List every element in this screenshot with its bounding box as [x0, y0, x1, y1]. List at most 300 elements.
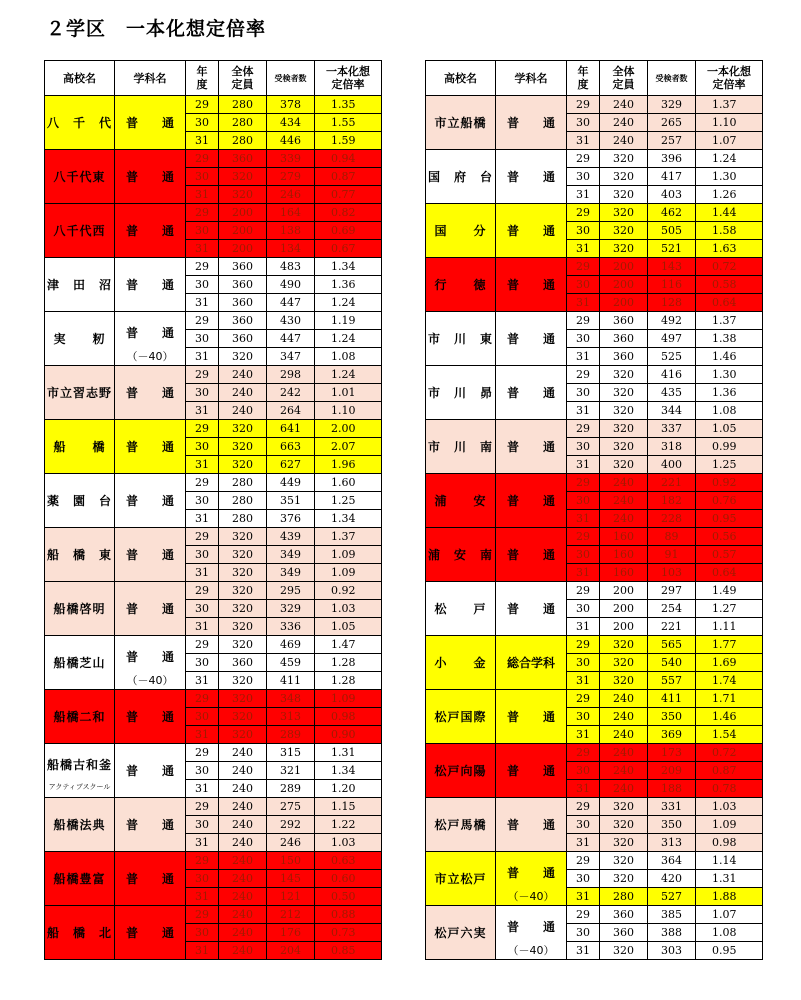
capacity-cell: 280: [219, 492, 267, 510]
capacity-cell: 360: [219, 276, 267, 294]
capacity-cell: 320: [219, 546, 267, 564]
table-row: [426, 474, 763, 492]
examinees-cell: 289: [267, 780, 315, 798]
examinees-cell: 416: [648, 366, 696, 384]
course-name: [496, 204, 567, 258]
rate-cell: 1.26: [696, 186, 763, 204]
header-capacity: 全体定員: [219, 61, 267, 96]
course-label: 普 通: [506, 493, 555, 508]
course-name: [496, 366, 567, 420]
rate-cell: 1.20: [315, 780, 382, 798]
table-row: [426, 312, 763, 330]
course-label: 総合学科: [506, 655, 555, 670]
year-cell: 31: [186, 618, 219, 636]
course-label: 普 通: [506, 331, 555, 346]
year-cell: 30: [186, 438, 219, 456]
school-name-label: 八 千 代: [46, 115, 112, 130]
year-cell: 30: [567, 708, 600, 726]
course-label: 普 通: [125, 817, 174, 832]
rate-cell: 0.85: [315, 942, 382, 960]
year-cell: 30: [567, 168, 600, 186]
course-name: [496, 906, 567, 960]
capacity-cell: 240: [219, 924, 267, 942]
course-label: 普 通: [125, 115, 174, 130]
year-cell: 29: [186, 582, 219, 600]
school-name-label: 船 橋 東: [46, 547, 112, 562]
capacity-cell: 320: [600, 942, 648, 960]
capacity-cell: 240: [219, 852, 267, 870]
course-name: [115, 690, 186, 744]
examinees-cell: 246: [267, 834, 315, 852]
year-cell: 30: [567, 222, 600, 240]
examinees-cell: 469: [267, 636, 315, 654]
header-school: 高校名: [426, 61, 496, 96]
year-cell: 31: [186, 294, 219, 312]
examinees-cell: 347: [267, 348, 315, 366]
rate-cell: 1.46: [696, 708, 763, 726]
capacity-cell: 360: [600, 924, 648, 942]
year-cell: 31: [567, 942, 600, 960]
school-name: [45, 528, 115, 582]
examinees-cell: 447: [267, 330, 315, 348]
rate-cell: 1.24: [315, 366, 382, 384]
rate-cell: 0.57: [696, 546, 763, 564]
examinees-cell: 164: [267, 204, 315, 222]
capacity-cell: 320: [600, 366, 648, 384]
rate-cell: 1.71: [696, 690, 763, 708]
rate-cell: 1.96: [315, 456, 382, 474]
course-name: [115, 798, 186, 852]
capacity-cell: 240: [219, 744, 267, 762]
left-table-header: [45, 61, 382, 96]
school-name-label: 船橋芝山: [53, 655, 106, 670]
capacity-cell: 360: [219, 258, 267, 276]
rate-cell: 1.38: [696, 330, 763, 348]
examinees-cell: 289: [267, 726, 315, 744]
examinees-cell: 331: [648, 798, 696, 816]
school-name-label: 船橋二和: [53, 709, 106, 724]
year-cell: 30: [186, 762, 219, 780]
course-name: [115, 906, 186, 960]
rate-cell: 1.15: [315, 798, 382, 816]
year-cell: 30: [186, 546, 219, 564]
year-cell: 31: [567, 834, 600, 852]
course-name: [496, 798, 567, 852]
course-name: [115, 312, 186, 366]
examinees-cell: 351: [267, 492, 315, 510]
school-name: [426, 798, 496, 852]
year-cell: 31: [186, 942, 219, 960]
examinees-cell: 449: [267, 474, 315, 492]
rate-cell: 0.56: [696, 528, 763, 546]
examinees-cell: 565: [648, 636, 696, 654]
examinees-cell: 459: [267, 654, 315, 672]
rate-cell: 1.28: [315, 672, 382, 690]
capacity-cell: 200: [219, 240, 267, 258]
course-name: [115, 528, 186, 582]
year-cell: 31: [567, 726, 600, 744]
course-name: [496, 312, 567, 366]
capacity-cell: 240: [600, 726, 648, 744]
table-row: [45, 690, 382, 708]
rate-cell: 1.03: [696, 798, 763, 816]
course-label: 普 通: [125, 871, 174, 886]
table-row: [426, 150, 763, 168]
capacity-cell: 200: [600, 582, 648, 600]
rate-cell: 0.60: [315, 870, 382, 888]
school-name: [426, 582, 496, 636]
capacity-cell: 320: [219, 582, 267, 600]
capacity-cell: 200: [600, 276, 648, 294]
page-title: ２学区 一本化想定倍率: [46, 18, 267, 40]
examinees-cell: 329: [267, 600, 315, 618]
header-rate: 一本化想定倍率: [696, 61, 763, 96]
year-cell: 31: [186, 510, 219, 528]
rate-cell: 0.98: [315, 708, 382, 726]
school-name: [45, 204, 115, 258]
year-cell: 29: [186, 528, 219, 546]
course-label: 普 通: [125, 169, 174, 184]
capacity-cell: 200: [600, 258, 648, 276]
capacity-cell: 320: [219, 168, 267, 186]
left-rate-table: [44, 60, 382, 960]
year-cell: 29: [567, 744, 600, 762]
course-label: 普 通: [506, 817, 555, 832]
course-label: 普 通: [125, 493, 174, 508]
capacity-cell: 320: [600, 654, 648, 672]
course-name: [115, 420, 186, 474]
header-examinees: 受検者数: [648, 61, 696, 96]
capacity-cell: 320: [600, 402, 648, 420]
header-year: 年度: [186, 61, 219, 96]
examinees-cell: 349: [267, 546, 315, 564]
year-cell: 31: [567, 780, 600, 798]
capacity-cell: 240: [219, 870, 267, 888]
rate-cell: 1.77: [696, 636, 763, 654]
course-name: [115, 96, 186, 150]
header-school: 高校名: [45, 61, 115, 96]
school-name: [426, 96, 496, 150]
school-name-label: 市立習志野: [46, 385, 112, 400]
header-examinees: 受検者数: [267, 61, 315, 96]
year-cell: 31: [567, 132, 600, 150]
table-row: [426, 744, 763, 762]
capacity-cell: 160: [600, 546, 648, 564]
year-cell: 30: [186, 654, 219, 672]
school-name-label: 市立松戸: [434, 871, 487, 886]
examinees-cell: 430: [267, 312, 315, 330]
capacity-cell: 280: [600, 888, 648, 906]
examinees-cell: 364: [648, 852, 696, 870]
year-cell: 30: [567, 546, 600, 564]
course-name: [115, 744, 186, 798]
examinees-cell: 318: [648, 438, 696, 456]
capacity-cell: 360: [600, 906, 648, 924]
capacity-cell: 240: [600, 492, 648, 510]
capacity-cell: 240: [219, 402, 267, 420]
year-cell: 30: [186, 924, 219, 942]
year-cell: 31: [186, 132, 219, 150]
rate-cell: 1.08: [696, 924, 763, 942]
examinees-cell: 91: [648, 546, 696, 564]
examinees-cell: 209: [648, 762, 696, 780]
examinees-cell: 348: [267, 690, 315, 708]
examinees-cell: 221: [648, 474, 696, 492]
rate-cell: 1.14: [696, 852, 763, 870]
rate-cell: 0.92: [315, 582, 382, 600]
examinees-cell: 182: [648, 492, 696, 510]
examinees-cell: 376: [267, 510, 315, 528]
rate-cell: 1.74: [696, 672, 763, 690]
capacity-cell: 320: [600, 816, 648, 834]
capacity-cell: 280: [219, 132, 267, 150]
course-name: [115, 150, 186, 204]
year-cell: 30: [567, 924, 600, 942]
rate-cell: 1.49: [696, 582, 763, 600]
capacity-cell: 240: [219, 780, 267, 798]
examinees-cell: 228: [648, 510, 696, 528]
course-name: [115, 582, 186, 636]
school-name-label: 小 金: [434, 655, 487, 670]
year-cell: 29: [186, 96, 219, 114]
year-cell: 30: [567, 870, 600, 888]
school-name: [45, 96, 115, 150]
table-row: [45, 582, 382, 600]
year-cell: 30: [567, 438, 600, 456]
year-cell: 31: [186, 186, 219, 204]
examinees-cell: 420: [648, 870, 696, 888]
year-cell: 29: [567, 798, 600, 816]
rate-cell: 1.30: [696, 366, 763, 384]
header-year: 年度: [567, 61, 600, 96]
rate-cell: 1.44: [696, 204, 763, 222]
school-name-label: 松 戸: [434, 601, 487, 616]
capacity-cell: 200: [219, 222, 267, 240]
examinees-cell: 313: [267, 708, 315, 726]
year-cell: 30: [186, 114, 219, 132]
capacity-cell: 320: [219, 618, 267, 636]
table-row: [45, 528, 382, 546]
course-name: [496, 150, 567, 204]
right-table-body: [426, 96, 763, 960]
rate-cell: 1.08: [315, 348, 382, 366]
rate-cell: 1.03: [315, 834, 382, 852]
capacity-cell: 320: [600, 636, 648, 654]
capacity-cell: 360: [600, 312, 648, 330]
rate-cell: 0.82: [315, 204, 382, 222]
capacity-cell: 320: [219, 726, 267, 744]
table-row: [45, 150, 382, 168]
capacity-cell: 320: [600, 384, 648, 402]
course-name: [496, 474, 567, 528]
year-cell: 31: [567, 294, 600, 312]
year-cell: 29: [186, 204, 219, 222]
year-cell: 30: [186, 222, 219, 240]
capacity-cell: 240: [600, 690, 648, 708]
examinees-cell: 388: [648, 924, 696, 942]
school-name: [426, 150, 496, 204]
year-cell: 29: [567, 636, 600, 654]
year-cell: 31: [186, 348, 219, 366]
header-course: 学科名: [115, 61, 186, 96]
year-cell: 31: [567, 672, 600, 690]
year-cell: 30: [567, 762, 600, 780]
examinees-cell: 540: [648, 654, 696, 672]
school-name-label: 実 籾: [53, 331, 106, 346]
examinees-cell: 627: [267, 456, 315, 474]
school-name-label: 船橋豊富: [53, 871, 106, 886]
examinees-cell: 521: [648, 240, 696, 258]
table-row: [426, 366, 763, 384]
year-cell: 29: [186, 906, 219, 924]
year-cell: 30: [567, 600, 600, 618]
course-label: 普 通: [506, 709, 555, 724]
course-label: 普 通: [125, 649, 174, 664]
examinees-cell: 315: [267, 744, 315, 762]
capacity-cell: 280: [219, 474, 267, 492]
year-cell: 29: [186, 852, 219, 870]
capacity-cell: 240: [219, 888, 267, 906]
year-cell: 31: [567, 402, 600, 420]
school-name: [426, 528, 496, 582]
table-row: [426, 582, 763, 600]
examinees-cell: 188: [648, 780, 696, 798]
capacity-cell: 280: [219, 114, 267, 132]
rate-cell: 1.25: [315, 492, 382, 510]
examinees-cell: 505: [648, 222, 696, 240]
capacity-cell: 320: [600, 240, 648, 258]
year-cell: 31: [186, 672, 219, 690]
examinees-cell: 313: [648, 834, 696, 852]
examinees-cell: 121: [267, 888, 315, 906]
course-label: 普 通: [125, 223, 174, 238]
year-cell: 31: [186, 564, 219, 582]
year-cell: 31: [567, 618, 600, 636]
year-cell: 30: [567, 492, 600, 510]
examinees-cell: 641: [267, 420, 315, 438]
school-name-label: 市 川 東: [427, 331, 493, 346]
rate-cell: 0.58: [696, 276, 763, 294]
year-cell: 29: [567, 528, 600, 546]
rate-cell: 0.76: [696, 492, 763, 510]
capacity-cell: 320: [219, 528, 267, 546]
course-label: 普 通: [125, 277, 174, 292]
rate-cell: 1.27: [696, 600, 763, 618]
capacity-cell: 320: [219, 438, 267, 456]
rate-cell: 1.22: [315, 816, 382, 834]
rate-cell: 0.77: [315, 186, 382, 204]
course-name: [496, 582, 567, 636]
school-name-label: 松戸国際: [434, 709, 487, 724]
year-cell: 29: [186, 312, 219, 330]
capacity-cell: 240: [219, 384, 267, 402]
school-name-label: 国 府 台: [427, 169, 493, 184]
examinees-cell: 483: [267, 258, 315, 276]
school-name-label: 八千代東: [53, 169, 106, 184]
examinees-cell: 525: [648, 348, 696, 366]
school-name: [426, 420, 496, 474]
table-row: [45, 852, 382, 870]
year-cell: 29: [186, 690, 219, 708]
school-name: [45, 906, 115, 960]
course-label: 普 通: [506, 865, 555, 880]
rate-cell: 1.05: [315, 618, 382, 636]
year-cell: 29: [186, 258, 219, 276]
rate-cell: 1.63: [696, 240, 763, 258]
capacity-cell: 200: [600, 294, 648, 312]
capacity-cell: 320: [219, 186, 267, 204]
capacity-cell: 240: [600, 510, 648, 528]
school-name-label: 松戸向陽: [434, 763, 487, 778]
examinees-cell: 329: [648, 96, 696, 114]
examinees-cell: 150: [267, 852, 315, 870]
year-cell: 30: [186, 708, 219, 726]
year-cell: 29: [567, 582, 600, 600]
table-row: [426, 852, 763, 870]
course-label: 普 通: [506, 919, 555, 934]
table-row: [45, 474, 382, 492]
capacity-cell: 320: [600, 834, 648, 852]
examinees-cell: 339: [267, 150, 315, 168]
rate-cell: 1.46: [696, 348, 763, 366]
rate-cell: 2.00: [315, 420, 382, 438]
year-cell: 31: [186, 726, 219, 744]
year-cell: 30: [186, 870, 219, 888]
examinees-cell: 242: [267, 384, 315, 402]
rate-cell: 1.37: [696, 96, 763, 114]
rate-cell: 1.30: [696, 168, 763, 186]
capacity-cell: 240: [600, 96, 648, 114]
examinees-cell: 492: [648, 312, 696, 330]
school-name-label: 松戸馬橋: [434, 817, 487, 832]
rate-cell: 1.34: [315, 762, 382, 780]
table-row: [426, 420, 763, 438]
school-name-label: 薬 園 台: [46, 493, 112, 508]
table-row: [426, 906, 763, 924]
examinees-cell: 173: [648, 744, 696, 762]
rate-cell: 1.88: [696, 888, 763, 906]
rate-cell: 1.34: [315, 258, 382, 276]
course-name: [496, 852, 567, 906]
capacity-change-note: （－40）: [126, 350, 174, 363]
year-cell: 29: [567, 312, 600, 330]
year-cell: 31: [567, 348, 600, 366]
rate-cell: 1.55: [315, 114, 382, 132]
capacity-cell: 240: [219, 816, 267, 834]
capacity-cell: 240: [600, 114, 648, 132]
rate-cell: 0.72: [696, 744, 763, 762]
rate-cell: 1.09: [696, 816, 763, 834]
year-cell: 29: [567, 366, 600, 384]
capacity-cell: 320: [600, 168, 648, 186]
capacity-cell: 320: [600, 870, 648, 888]
capacity-cell: 360: [219, 312, 267, 330]
course-name: [115, 474, 186, 528]
examinees-cell: 89: [648, 528, 696, 546]
year-cell: 30: [186, 168, 219, 186]
examinees-cell: 103: [648, 564, 696, 582]
table-row: [45, 636, 382, 654]
right-table-header: [426, 61, 763, 96]
course-label: 普 通: [506, 385, 555, 400]
examinees-cell: 265: [648, 114, 696, 132]
rate-cell: 0.72: [696, 258, 763, 276]
capacity-cell: 320: [219, 420, 267, 438]
rate-cell: 1.35: [315, 96, 382, 114]
rate-cell: 0.67: [315, 240, 382, 258]
rate-cell: 1.54: [696, 726, 763, 744]
school-name: [45, 474, 115, 528]
